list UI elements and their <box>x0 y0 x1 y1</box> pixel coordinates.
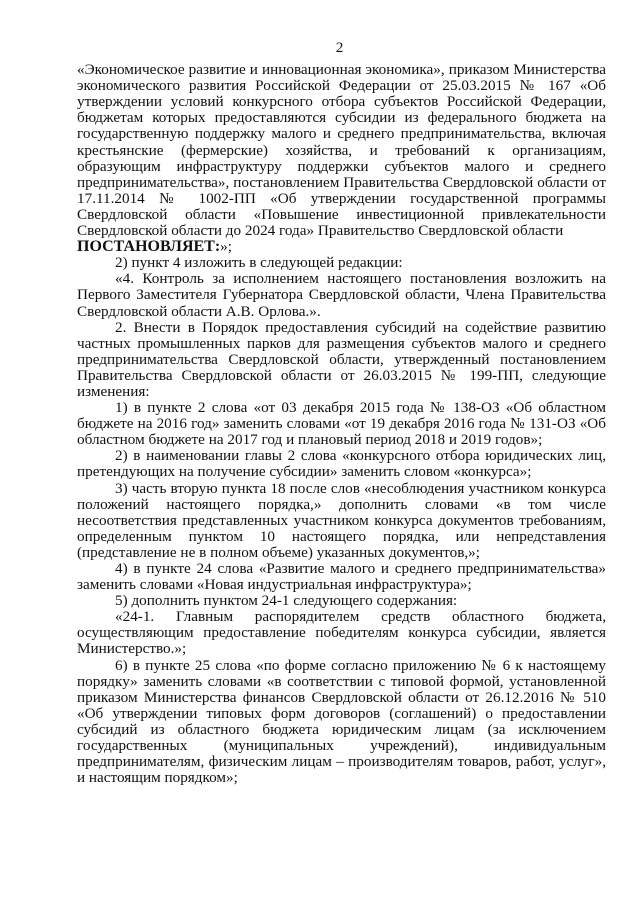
paragraph-sub-5: 5) дополнить пунктом 24-1 следующего содержания: <box>115 592 458 610</box>
paragraph-sub-4: 4) в пункте 24 слова «Развитие малого и среднего предпринимательства» заменить словами «Новая индустриальная инфраструктура»; <box>77 560 606 594</box>
decree-word: ПОСТАНОВЛЯЕТ: <box>77 238 221 256</box>
page-number: 2 <box>335 39 344 56</box>
paragraph-section-2: 2. Внести в Порядок предоставления субсидий на содействие развитию частных промышленных парков для размещения субъектов малого и среднего предпринимательства Свердловской области, утвержденный постановлением Правительства Свердловской области от 26.03.2015 № 199-ПП, следующие изменения: <box>77 318 606 400</box>
paragraph-sub-2: 2) в наименовании главы 2 слова «конкурсного отбора юридических лиц, претендующих на получение субсидии» заменить словом «конкурса»; <box>77 447 606 481</box>
paragraph-item-2-point-4: 2) пункт 4 изложить в следующей редакции: <box>115 254 403 272</box>
paragraph-point-4-text: «4. Контроль за исполнением настоящего постановления возложить на Первого Заместителя Губернатора Свердловской области, Члена Правительства Свердловской области А.В. Орлова.». <box>77 270 606 320</box>
paragraph-sub-1: 1) в пункте 2 слова «от 03 декабря 2015 года № 138-ОЗ «Об областном бюджете на 2016 год» заменить словами «от 19 декабря 2016 года № 131-ОЗ «Об областном бюджете на 2017 год и плановый период 2018 и 2019 годов»; <box>77 399 606 449</box>
intro-paragraph: «Экономическое развитие и инновационная экономика», приказом Министерства экономического развития Российской Федерации от 25.03.2015 № 167 «Об утверждении условий конкурсного отбора субъектов Российской Федерации, бюджетам которых предоставляются субсидии из федерального бюджета на государственную поддержку малого и среднего предпринимательства, включая крестьянские (фермерские) хозяйства, и требований к организациям, образующим инфраструктуру поддержки субъектов малого и среднего предпринимательства», постановлением Правительства Свердловской области от 17.11.2014 № 1002-ПП «Об утверждении государственной программы Свердловской области «Повышение инвестиционной привлекательности Свердловской области до 2024 года» Правительство Свердловской области <box>77 61 606 240</box>
paragraph-sub-6: 6) в пункте 25 слова «по форме согласно приложению № 6 к настоящему порядку» заменить словами «в соответствии с типовой формой, установленной приказом Министерства финансов Свердловской области от 26.12.2016 № 510 «Об утверждении типовых форм договоров (соглашений) о предоставлении субсидий из областного бюджета юридическим лицам (за исключением государственных (муниципальных учреждений), индивидуальным предпринимателям, физическим лицам – производителям товаров, работ, услуг», и настоящим порядком»; <box>77 656 606 787</box>
paragraph-point-24-1: «24-1. Главным распорядителем средств областного бюджета, осуществляющим предоставление победителям конкурса субсидии, является Министерство.»; <box>77 608 606 658</box>
decree-line <box>77 239 606 255</box>
decree-suffix: »; <box>220 238 232 256</box>
paragraph-sub-3: 3) часть вторую пункта 18 после слов «несоблюдения участником конкурса положений настоящего порядка,» дополнить словами «в том числе несоответствия представленных участником конкурса документов требованиям, определенным пунктом 10 настоящего порядка, или непредставления (представление не в полном объеме) указанных документов,»; <box>77 479 606 561</box>
